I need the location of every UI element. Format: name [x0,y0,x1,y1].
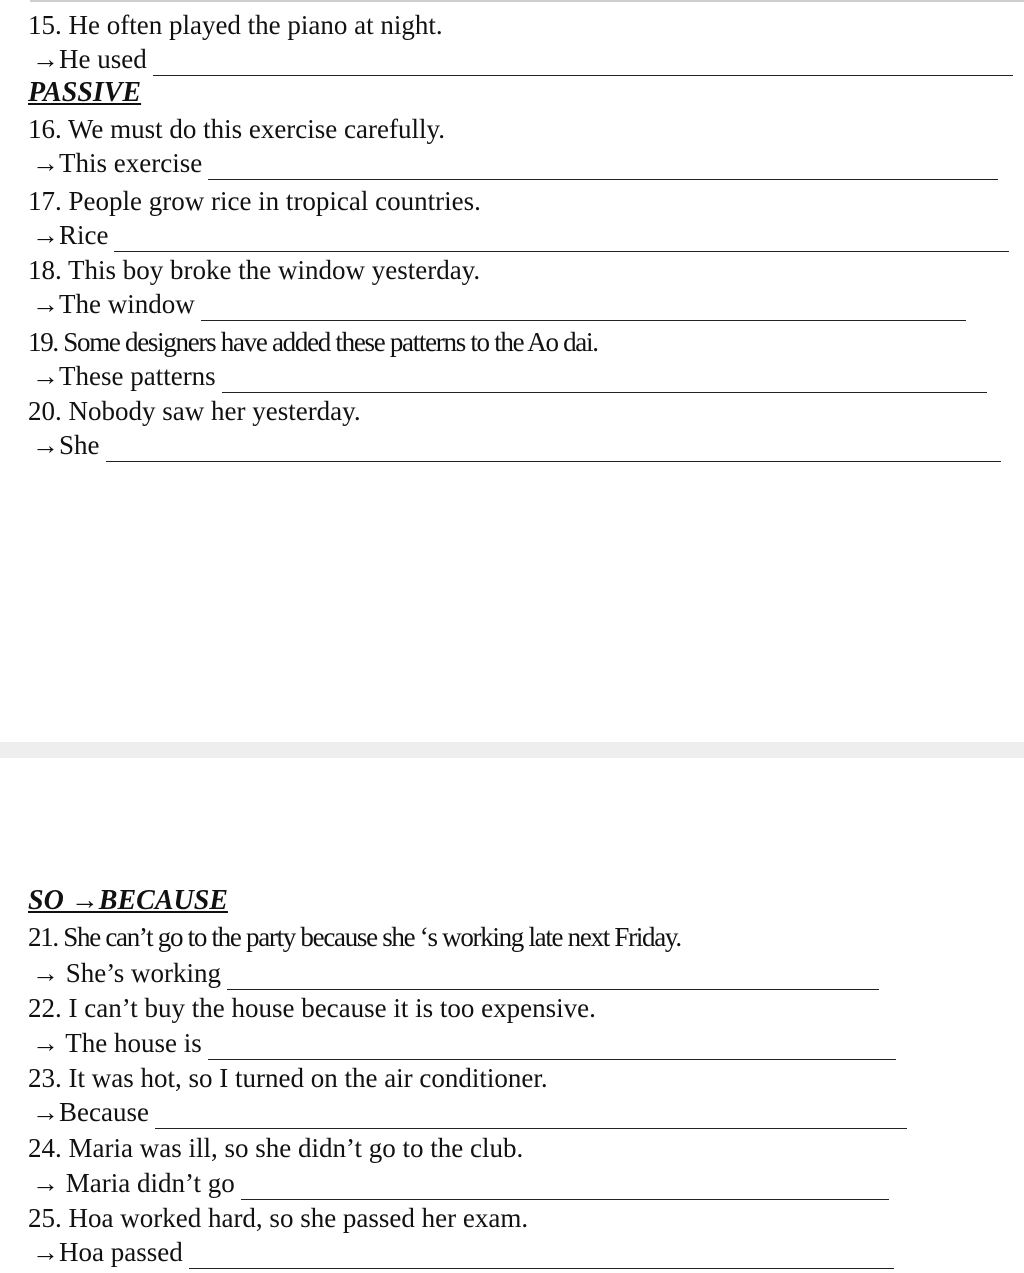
answer-blank-15[interactable] [153,50,1013,76]
question-17 [28,184,481,218]
question-text: 15. He often played the piano at night. [28,10,443,40]
answer-20 [32,428,1001,462]
answer-prompt: →Because [32,1097,149,1127]
answer-25 [32,1235,894,1269]
answer-blank-21[interactable] [227,964,879,990]
question-text: 22. I can’t buy the house because it is too expensive. [28,993,596,1023]
answer-prompt: → She’s working [32,958,221,988]
answer-prompt: →Hoa passed [32,1237,183,1267]
answer-prompt: → The house is [32,1028,202,1058]
question-15 [28,8,443,42]
section-heading-passive: PASSIVE [28,77,142,108]
answer-prompt: → Maria didn’t go [32,1168,235,1198]
answer-prompt: →She [32,430,100,460]
question-18 [28,253,480,287]
answer-23 [32,1095,907,1129]
question-22 [28,991,596,1025]
answer-blank-20[interactable] [106,436,1001,462]
answer-blank-23[interactable] [155,1103,907,1129]
worksheet-page-2 [0,758,1024,1273]
question-16 [28,112,445,146]
question-24 [28,1131,523,1165]
question-text: 23. It was hot, so I turned on the air conditioner. [28,1063,548,1093]
answer-17 [32,218,1009,252]
answer-15 [32,42,1013,76]
top-rule [30,0,1024,2]
answer-24 [32,1166,889,1200]
question-21 [28,920,681,954]
question-text: 16. We must do this exercise carefully. [28,114,445,144]
question-20 [28,394,361,428]
answer-blank-17[interactable] [114,226,1009,252]
question-text: 20. Nobody saw her yesterday. [28,396,361,426]
answer-19 [32,359,987,393]
question-text: 17. People grow rice in tropical countries. [28,186,481,216]
question-text: 18. This boy broke the window yesterday. [28,255,481,285]
answer-21 [32,956,879,990]
answer-blank-25[interactable] [189,1243,894,1269]
answer-prompt: →He used [32,44,147,74]
answer-blank-22[interactable] [208,1034,896,1060]
answer-prompt: →The window [32,289,195,319]
answer-16 [32,146,998,180]
question-text: 25. Hoa worked hard, so she passed her exam. [28,1203,529,1233]
question-19 [28,325,598,359]
answer-prompt: →Rice [32,220,109,250]
page-separator [0,742,1024,758]
answer-18 [32,287,966,321]
question-text: 21. She can’t go to the party because she ‘s working late next Friday. [28,922,681,952]
question-text: 24. Maria was ill, so she didn’t go to the club. [28,1133,524,1163]
answer-blank-24[interactable] [241,1174,889,1200]
section-heading-so-because: SO →BECAUSE [28,885,228,916]
question-text: 19. Some designers have added these patterns to the Ao dai. [28,327,598,357]
answer-prompt: →This exercise [32,148,203,178]
answer-prompt: →These patterns [32,361,216,391]
question-23 [28,1061,548,1095]
answer-blank-16[interactable] [208,154,998,180]
answer-22 [32,1026,896,1060]
question-25 [28,1201,528,1235]
answer-blank-18[interactable] [201,295,966,321]
answer-blank-19[interactable] [222,367,987,393]
